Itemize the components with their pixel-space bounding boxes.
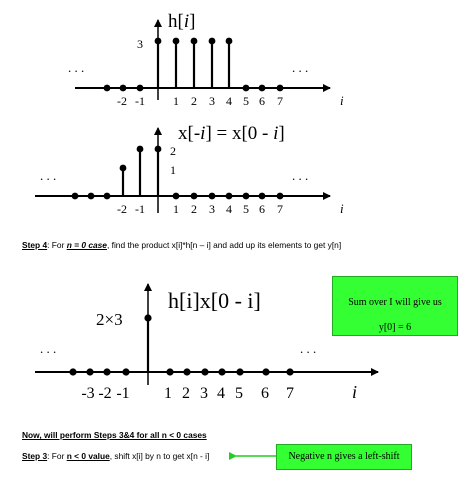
p-tick--1: -1 bbox=[116, 385, 130, 402]
h-tick-1: 1 bbox=[173, 94, 179, 108]
h-tick--2: -2 bbox=[117, 94, 127, 108]
x-tick-6: 6 bbox=[259, 202, 265, 216]
x-dot-10 bbox=[243, 193, 250, 200]
p-dot-7 bbox=[201, 368, 208, 375]
panel-product bbox=[35, 284, 378, 402]
panel-h bbox=[68, 11, 344, 108]
p-tick-5: 5 bbox=[235, 385, 243, 402]
x-dot-11 bbox=[259, 193, 266, 200]
h-dot-2 bbox=[137, 85, 144, 92]
h-dot-10 bbox=[277, 85, 284, 92]
h-tick-7: 7 bbox=[277, 94, 283, 108]
p-tick-4: 4 bbox=[217, 385, 225, 402]
p-dot-1 bbox=[86, 368, 93, 375]
step4-label: Step 4 bbox=[22, 240, 48, 250]
x-dot-4 bbox=[137, 146, 144, 153]
h-value-label: 3 bbox=[137, 37, 143, 51]
h-tick-6: 6 bbox=[259, 94, 265, 108]
h-title: h[i] bbox=[168, 11, 196, 32]
p-dot-0 bbox=[69, 368, 76, 375]
x-dot-6 bbox=[173, 193, 180, 200]
step4-text-b: , find the product x[i]*h[n – i] and add up its elements to get y[n] bbox=[106, 240, 342, 250]
h-tick--1: -1 bbox=[135, 94, 145, 108]
x-dot-8 bbox=[209, 193, 216, 200]
h-dot-6 bbox=[209, 38, 216, 45]
x-title: x[-i] = x[0 - i] bbox=[178, 123, 285, 144]
h-dot-0 bbox=[104, 85, 111, 92]
p-value-label: 2×3 bbox=[96, 310, 123, 329]
p-dot-4 bbox=[144, 314, 151, 321]
p-dot-11 bbox=[286, 368, 293, 375]
p-tick-2: 2 bbox=[182, 385, 190, 402]
p-axis-var: i bbox=[352, 382, 358, 402]
p-dot-5 bbox=[166, 368, 173, 375]
step3-text-b: , shift x[i] by n to get x[n - i] bbox=[109, 451, 210, 461]
x-dot-12 bbox=[277, 193, 284, 200]
x-tick-labels bbox=[117, 202, 283, 216]
x-dot-3 bbox=[120, 165, 127, 172]
x-dot-7 bbox=[191, 193, 198, 200]
x-tick-2: 2 bbox=[191, 202, 197, 216]
x-tick-3: 3 bbox=[209, 202, 215, 216]
p-tick-3: 3 bbox=[200, 385, 208, 402]
h-dot-3 bbox=[155, 38, 162, 45]
h-dot-4 bbox=[173, 38, 180, 45]
panel-x-reversed bbox=[35, 123, 344, 216]
h-dot-1 bbox=[120, 85, 127, 92]
sum-note-box bbox=[332, 276, 458, 336]
step4-line bbox=[22, 240, 341, 250]
p-dot-3 bbox=[122, 368, 129, 375]
x-value-label-2: 2 bbox=[170, 144, 176, 158]
x-tick--1: -1 bbox=[135, 202, 145, 216]
sum-note-line2: y[0] = 6 bbox=[378, 322, 412, 333]
x-dot-1 bbox=[88, 193, 95, 200]
h-ellipsis-right: . . . bbox=[292, 60, 309, 75]
p-dot-2 bbox=[103, 368, 110, 375]
step3-case: n < 0 value bbox=[66, 451, 110, 461]
h-dot-9 bbox=[259, 85, 266, 92]
p-tick--2: -2 bbox=[98, 385, 112, 402]
x-dot-5 bbox=[155, 146, 162, 153]
p-tick-6: 6 bbox=[261, 385, 269, 402]
h-tick-4: 4 bbox=[226, 94, 232, 108]
x-ellipsis-right: . . . bbox=[292, 168, 309, 183]
step3-line bbox=[22, 451, 209, 461]
x-axis-var: i bbox=[340, 201, 344, 216]
p-dot-9 bbox=[236, 368, 243, 375]
h-tick-3: 3 bbox=[209, 94, 215, 108]
p-title: h[i]x[0 - i] bbox=[168, 288, 261, 313]
p-tick--3: -3 bbox=[81, 385, 95, 402]
x-tick-4: 4 bbox=[226, 202, 232, 216]
h-tick-5: 5 bbox=[243, 94, 249, 108]
h-ellipsis-left: . . . bbox=[68, 60, 85, 75]
now-line: Now, will perform Steps 3&4 for all n < 0 cases bbox=[22, 430, 207, 440]
sum-note-line1: Sum over I will give us bbox=[348, 297, 442, 308]
step4-case: n = 0 case bbox=[66, 240, 107, 250]
x-value-label-1: 1 bbox=[170, 163, 176, 177]
step3-text-a: : For bbox=[47, 451, 67, 461]
x-tick-5: 5 bbox=[243, 202, 249, 216]
p-dot-10 bbox=[262, 368, 269, 375]
h-tick-labels bbox=[117, 94, 283, 108]
h-dot-7 bbox=[226, 38, 233, 45]
shift-note-box: Negative n gives a left-shift bbox=[276, 444, 412, 470]
p-tick-labels bbox=[81, 385, 294, 402]
x-dot-0 bbox=[72, 193, 79, 200]
p-tick-7: 7 bbox=[286, 385, 294, 402]
x-dot-9 bbox=[226, 193, 233, 200]
x-tick--2: -2 bbox=[117, 202, 127, 216]
p-dot-6 bbox=[183, 368, 190, 375]
h-axis-var: i bbox=[340, 93, 344, 108]
step3-label: Step 3 bbox=[22, 451, 48, 461]
p-dot-8 bbox=[218, 368, 225, 375]
x-stems bbox=[72, 146, 284, 200]
step4-text-a: : For bbox=[47, 240, 67, 250]
p-tick-1: 1 bbox=[164, 385, 172, 402]
x-dot-2 bbox=[104, 193, 111, 200]
p-ellipsis-left: . . . bbox=[40, 341, 57, 356]
p-ellipsis-right: . . . bbox=[300, 341, 317, 356]
h-tick-2: 2 bbox=[191, 94, 197, 108]
x-tick-7: 7 bbox=[277, 202, 283, 216]
h-dot-8 bbox=[243, 85, 250, 92]
x-ellipsis-left: . . . bbox=[40, 168, 57, 183]
x-tick-1: 1 bbox=[173, 202, 179, 216]
h-dot-5 bbox=[191, 38, 198, 45]
h-stems bbox=[104, 38, 284, 92]
